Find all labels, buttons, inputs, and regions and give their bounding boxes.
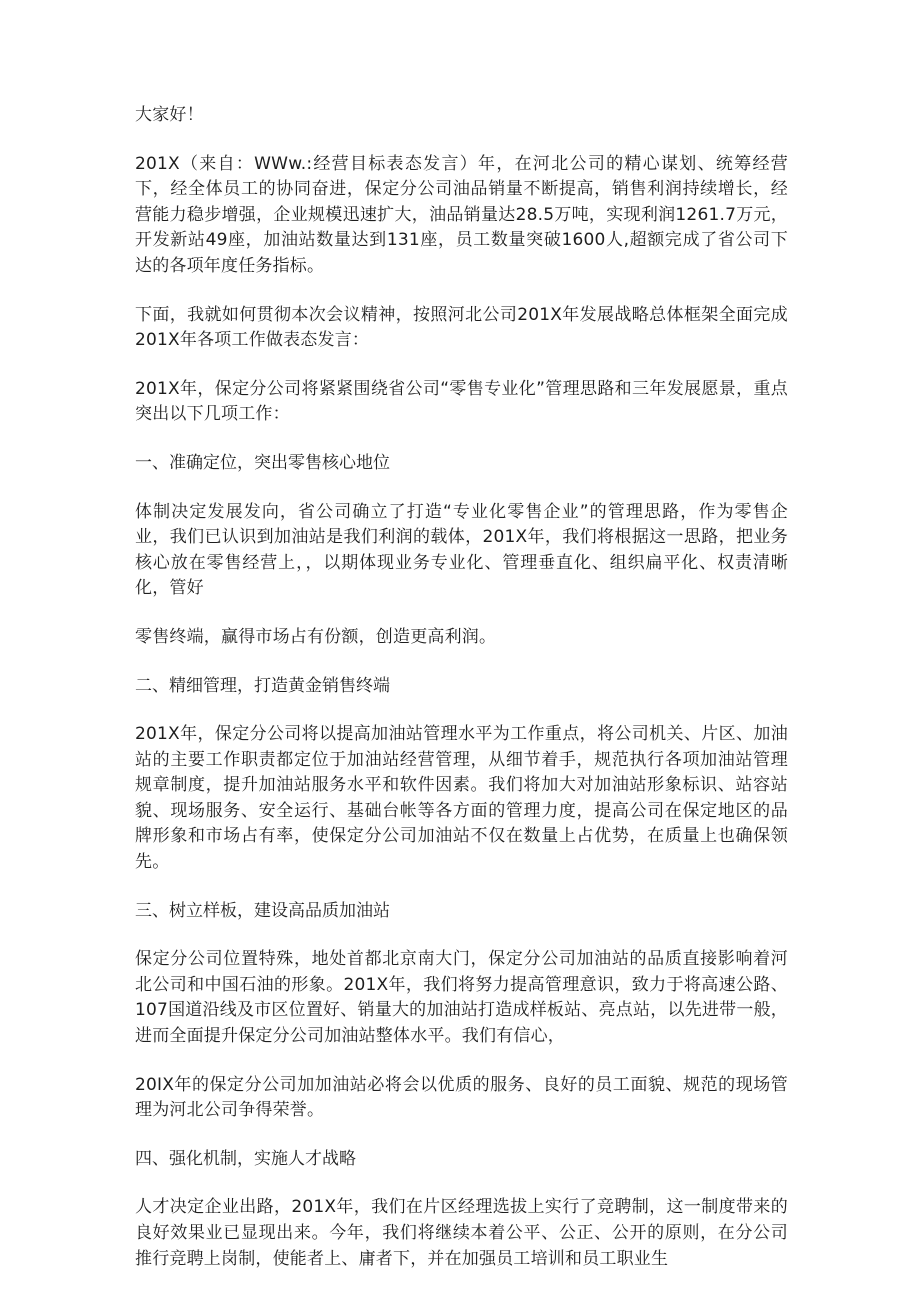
section-heading-4: 四、强化机制，实施人才战略: [135, 1148, 356, 1169]
paragraph-intro-statement: 下面，我就如何贯彻本次会议精神，按照河北公司201X年发展战略总体框架全面完成201X年各项工作做表态发言：: [135, 304, 788, 351]
paragraph-key-work: 201X年，保定分公司将紧紧围绕省公司“零售专业化”管理思路和三年发展愿景，重点突出以下几项工作：: [135, 378, 788, 425]
paragraph-talent-strategy: 人才决定企业出路，201X年，我们在片区经理选拔上实行了竞聘制，这一制度带来的良好效果业已显现出来。今年，我们将继续本着公平、公正、公开的原则，在分公司推行竞聘上岗制，使能者上、庸者下，并在加强员工培训和员工职业生: [135, 1197, 788, 1269]
paragraph-confidence: 20IX年的保定分公司加加油站必将会以优质的服务、良好的员工面貌、规范的现场管理为河北公司争得荣誉。: [135, 1074, 788, 1121]
paragraph-retail-core: 体制决定发展发向，省公司确立了打造“专业化零售企业”的管理思路，作为零售企业，我们已认识到加油站是我们利润的载体，201X年，我们将根据这一思路，把业务核心放在零售经营上，，以期体现业务专业化、管理垂直化、组织扁平化、权责清晰化，管好: [135, 501, 788, 599]
paragraph-annual-results: 201X（来自：WWw.:经营目标表态发言）年，在河北公司的精心谋划、统筹经营下，经全体员工的协同奋进，保定分公司油品销量不断提高，销售利润持续增长，经营能力稳步增强，企业规模迅速扩大，油品销量达28.5万吨，实现利润1261.7万元，开发新站49座，加油站数量达到131座，员工数量突破1600人,超额完成了省公司下达的各项年度任务指标。: [135, 153, 788, 276]
paragraph-fine-management: 201X年，保定分公司将以提高加油站管理水平为工作重点，将公司机关、片区、加油站的主要工作职责都定位于加油站经营管理，从细节着手，规范执行各项加油站管理规章制度，提升加油站服务水平和软件因素。我们将加大对加油站形象标识、站容站貌、现场服务、安全运行、基础台帐等各方面的管理力度，提高公司在保定地区的品牌形象和市场占有率，使保定分公司加油站不仅在数量上占优势，在质量上也确保领先。: [135, 724, 788, 873]
paragraph-retail-terminal: 零售终端，赢得市场占有份额，创造更高利润。: [135, 626, 497, 647]
section-heading-3: 三、树立样板，建设高品质加油站: [135, 900, 390, 921]
section-heading-2: 二、精细管理，打造黄金销售终端: [135, 675, 390, 696]
paragraph-model-stations: 保定分公司位置特殊，地处首都北京南大门，保定分公司加油站的品质直接影响着河北公司和中国石油的形象。201X年，我们将努力提高管理意识，致力于将高速公路、107国道沿线及市区位置好、销量大的加油站打造成样板站、亮点站，以先进带一般，进而全面提升保定分公司加油站整体水平。我们有信心，: [135, 949, 788, 1047]
section-heading-1: 一、准确定位，突出零售核心地位: [135, 452, 390, 473]
document-body: [135, 103, 788, 1295]
greeting: 大家好！: [135, 105, 204, 125]
